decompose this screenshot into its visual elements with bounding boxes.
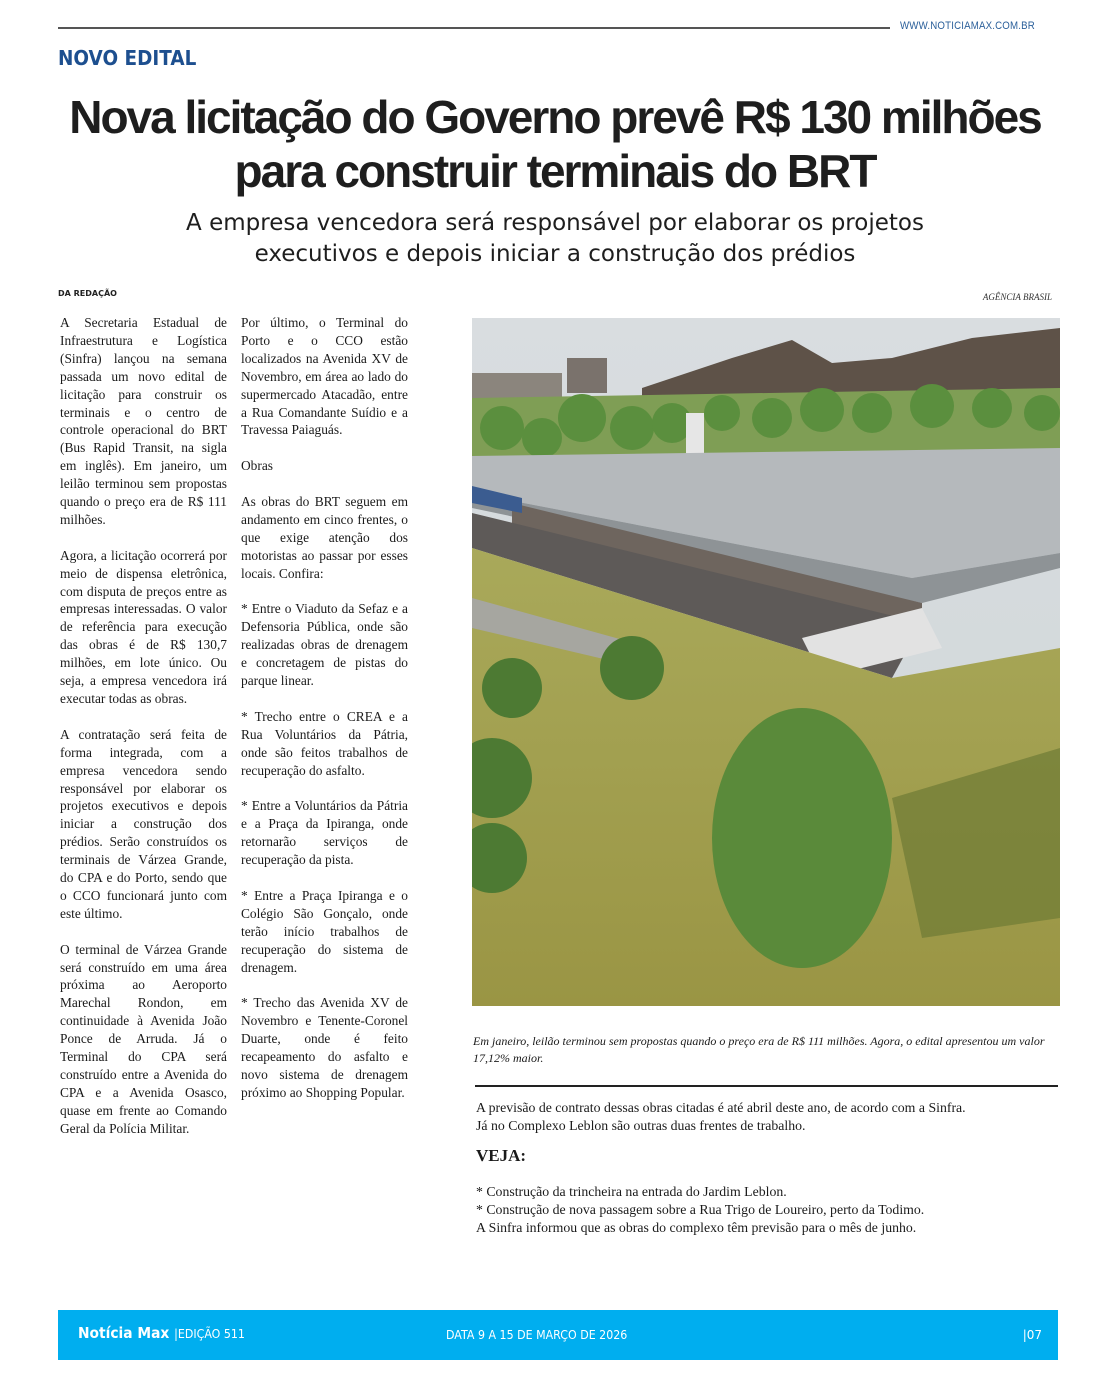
paragraph: O terminal de Várzea Grande será construído em uma área próxima ao Aeroporto Marechal Rondon, em continuidade à Avenida João Ponce de Arruda. Já o Terminal do CPA será construído entre a Avenida do CPA e a Avenida Osasco, quase em frente ao Comando Geral da Polícia Militar.: [60, 941, 227, 1136]
veja-box: [476, 1099, 1076, 1237]
veja-heading: VEJA:: [476, 1146, 527, 1165]
list-item: * Construção de nova passagem sobre a Rua Trigo de Loureiro, perto da Todimo.: [476, 1202, 925, 1217]
headline: [40, 90, 1070, 198]
site-url[interactable]: WWW.NOTICIAMAX.COM.BR: [900, 20, 1035, 32]
paragraph: A Secretaria Estadual de Infraestrutura e Logística (Sinfra) lançou na semana passada um novo edital de licitação para construir os terminais e o centro de controle operacional do BRT (Bus Rapid Transit, na sigla em inglês). Em janeiro, um leilão terminou sem propostas quando o preço era de R$ 111 milhões.: [60, 315, 227, 527]
edition-number: |EDIÇÃO 511: [174, 1327, 245, 1341]
brand-name: Notícia Max: [78, 1324, 170, 1342]
list-item: * Trecho entre o CREA e a Rua Voluntários da Pátria, onde são feitos trabalhos de recuperação do asfalto.: [241, 708, 408, 778]
section-tag: NOVO EDITAL: [58, 46, 197, 70]
paragraph: Agora, a licitação ocorrerá por meio de dispensa eletrônica, com disputa de preços entre as empresas interessadas. O valor de referência para execução das obras é de R$ 130,7 milhões, em lote único. Ou seja, a empresa vencedora irá executar todas as obras.: [60, 547, 227, 707]
headline-line-1: Nova licitação do Governo prevê R$ 130 milhões: [69, 91, 1041, 143]
header-rule: [58, 27, 890, 29]
subsection-heading: Obras: [241, 458, 273, 474]
article-column-2: [241, 314, 408, 1120]
list-item: * Entre a Voluntários da Pátria e a Praça da Ipiranga, onde retornarão serviços de recuperação da pista.: [241, 798, 408, 868]
paragraph: A contratação será feita de forma integrada, com a empresa vencedora sendo responsável por elaborar os projetos executivos e depois iniciar a construção dos prédios. Serão construídos os terminais de Várzea Grande, do CPA e do Porto, sendo que o CCO funcionará junto com este último.: [60, 726, 227, 921]
article-photo: [472, 318, 1060, 1006]
closing-line: A Sinfra informou que as obras do complexo têm previsão para o mês de junho.: [476, 1220, 917, 1235]
list-item: * Trecho das Avenida XV de Novembro e Tenente-Coronel Duarte, onde é feito recapeamento do asfalto e novo sistema de drenagem próximo ao Shopping Popular.: [241, 995, 408, 1100]
footer-bar: [58, 1310, 1058, 1360]
subheadline: [40, 208, 1070, 270]
box-divider: [475, 1085, 1058, 1087]
list-item: * Entre a Praça Ipiranga e o Colégio São Gonçalo, onde terão início trabalhos de recuperação do sistema de drenagem.: [241, 887, 408, 975]
box-intro-line-1: A previsão de contrato dessas obras citadas é até abril deste ano, de acordo com a Sinfra.: [476, 1100, 966, 1115]
building: [567, 358, 607, 393]
paragraph: As obras do BRT seguem em andamento em cinco frentes, o que exige atenção dos motoristas ao passar por esses locais. Confira:: [241, 494, 408, 581]
list-item: * Construção da trincheira na entrada do Jardim Leblon.: [476, 1184, 787, 1199]
footer-brand: [78, 1324, 245, 1342]
paragraph: Por último, o Terminal do Porto e o CCO estão localizados na Avenida XV de Novembro, em área ao lado do supermercado Atacadão, entre a Rua Comandante Suídio e a Travessa Paiaguás.: [241, 315, 408, 438]
subhead-line-1: A empresa vencedora será responsável por elaborar os projetos: [186, 210, 924, 236]
page-number: |07: [1022, 1328, 1042, 1342]
subhead-line-2: executivos e depois iniciar a construção dos prédios: [254, 241, 856, 267]
tower: [686, 413, 704, 458]
issue-date: DATA 9 A 15 DE MARÇO DE 2026: [446, 1328, 628, 1342]
list-item: * Entre o Viaduto da Sefaz e a Defensoria Pública, onde são realizadas obras de drenagem e concretagem de pistas do parque linear.: [241, 601, 408, 689]
article-column-1: [60, 314, 227, 1156]
photo-caption: Em janeiro, leilão terminou sem propostas quando o preço era de R$ 111 milhões. Agora, o edital apresentou um valor 17,12% maior.: [473, 1034, 1045, 1065]
photo-credit: AGÊNCIA BRASIL: [982, 292, 1052, 302]
box-intro-line-2: Já no Complexo Leblon são outras duas frentes de trabalho.: [476, 1118, 806, 1133]
brt-terminal-render: [472, 318, 1060, 1006]
byline: DA REDAÇÃO: [58, 289, 117, 298]
headline-line-2: para construir terminais do BRT: [234, 145, 876, 197]
